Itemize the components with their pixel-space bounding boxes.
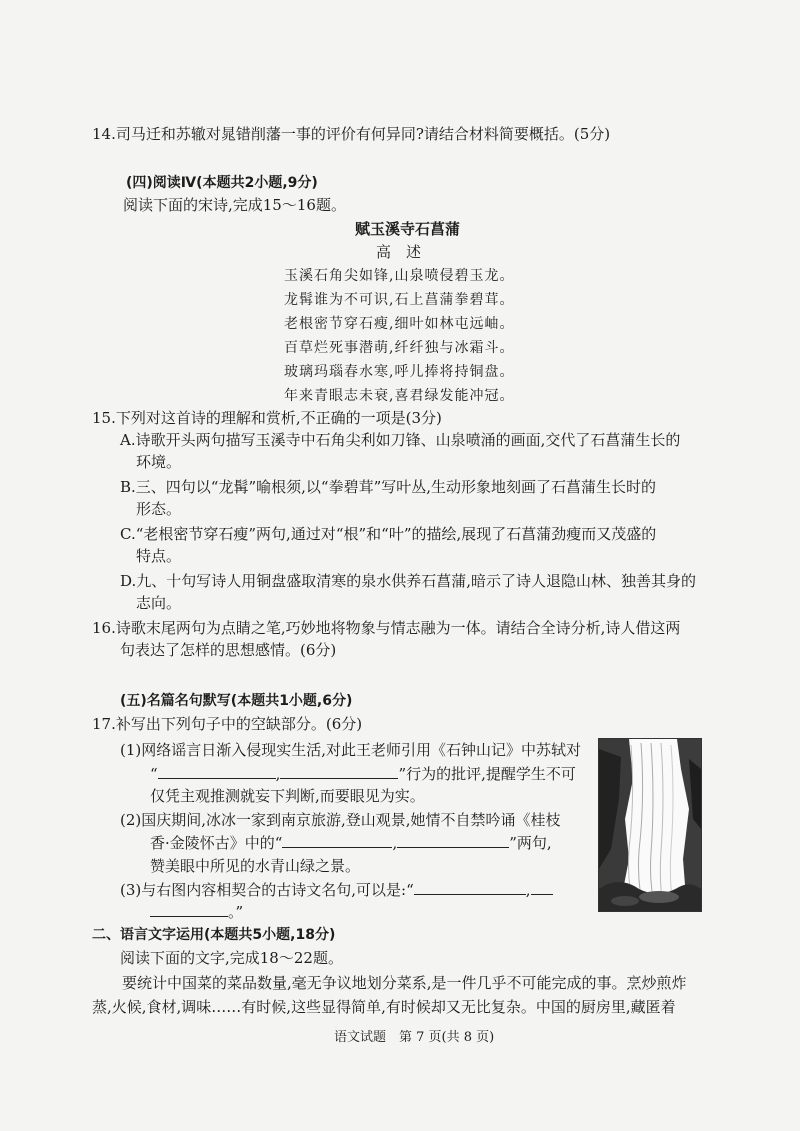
poem-line: 老根密节穿石瘦,细叶如林屯远岫。: [284, 316, 515, 332]
poem-line: 玉溪石角尖如锋,山泉喷侵碧玉龙。: [284, 268, 515, 284]
answer-blank[interactable]: [531, 880, 553, 895]
poem-line: 龙髯谁为不可识,石上菖蒲拳碧茸。: [284, 292, 515, 308]
option-c-cont: 特点。: [136, 547, 182, 565]
page-footer: 语文试题 第 7 页(共 8 页): [334, 1030, 495, 1045]
poem-title: 赋玉溪寺石菖蒲: [355, 220, 461, 238]
q17-part1-after: ”行为的批评,提醒学生不可: [398, 765, 576, 783]
poem-line: 玻璃玛瑙春水寒,呼儿捧将持铜盘。: [284, 364, 515, 380]
waterfall-icon: [599, 739, 701, 911]
passage-line: 要统计中国菜的菜品数量,毫无争议地划分菜系,是一件几乎不可能完成的事。烹炒煎炸: [122, 974, 687, 992]
poem-author: 高 述: [376, 243, 422, 261]
answer-blank[interactable]: [414, 880, 526, 895]
q17-part3-end: 。”: [228, 903, 244, 921]
q17-part2-blanks: [150, 833, 552, 853]
question-16: 16.诗歌末尾两句为点睛之笔,巧妙地将物象与情志融为一体。请结合全诗分析,诗人借这两: [92, 619, 681, 637]
q17-part2-cont: 赞美眼中所见的水青山绿之景。: [150, 857, 361, 875]
passage-line: 蒸,火候,食材,调味……有时候,这些显得简单,有时候却又无比复杂。中国的厨房里,藏匿着: [92, 998, 676, 1016]
option-d: D.九、十句写诗人用铜盘盛取清寒的泉水供养石菖蒲,暗示了诗人退隐山林、独善其身的: [120, 572, 697, 590]
part-2-intro: 阅读下面的文字,完成18～22题。: [120, 949, 343, 967]
waterfall-illustration: [598, 738, 702, 912]
comma: ,: [275, 765, 281, 783]
answer-blank[interactable]: [280, 764, 398, 779]
q17-part3-cont: [150, 902, 243, 922]
section-4-header: (四)阅读Ⅳ(本题共2小题,9分): [126, 175, 318, 191]
comma: ,: [392, 834, 398, 852]
option-a-cont: 环境。: [136, 453, 182, 471]
option-b-cont: 形态。: [136, 500, 182, 518]
answer-blank[interactable]: [158, 764, 276, 779]
q17-part1-cont: 仅凭主观推测就妄下判断,而要眼见为实。: [150, 787, 425, 805]
question-14: 14.司马迁和苏辙对晁错削藩一事的评价有何异同?请结合材料简要概括。(5分): [92, 125, 611, 143]
answer-blank[interactable]: [282, 833, 392, 848]
poem-line: 百草烂死事潜萌,纤纤独与冰霜斗。: [284, 340, 515, 356]
question-17-stem: 17.补写出下列句子中的空缺部分。(6分): [92, 715, 363, 733]
comma: ,: [525, 881, 531, 899]
answer-blank[interactable]: [397, 833, 509, 848]
question-15-stem: 15.下列对这首诗的理解和赏析,不正确的一项是(3分): [92, 409, 442, 427]
q17-part2-pre: 香·金陵怀古》中的“: [150, 834, 283, 852]
option-d-cont: 志向。: [136, 594, 182, 612]
section-5-header: (五)名篇名句默写(本题共1小题,6分): [120, 693, 353, 709]
question-16-cont: 句表达了怎样的思想感情。(6分): [120, 641, 337, 659]
section-4-intro: 阅读下面的宋诗,完成15～16题。: [123, 196, 346, 214]
quote-open: “: [150, 765, 158, 783]
q17-part3: [120, 880, 553, 900]
part-2-header: 二、语言文字运用(本题共5小题,18分): [92, 927, 336, 943]
poem-line: 年来青眼志未衰,喜君绿发能冲冠。: [284, 388, 515, 404]
q17-part2-after: ”两句,: [509, 834, 552, 852]
answer-blank[interactable]: [150, 902, 228, 917]
option-b: B.三、四句以“龙髯”喻根须,以“拳碧茸”写叶丛,生动形象地刻画了石菖蒲生长时的: [120, 478, 657, 496]
q17-part1-blanks: [150, 764, 576, 784]
option-c: C.“老根密节穿石瘦”两句,通过对“根”和“叶”的描绘,展现了石菖蒲劲瘦而又茂盛的: [120, 525, 657, 543]
q17-part1: (1)网络谣言日渐入侵现实生活,对此王老师引用《石钟山记》中苏轼对: [120, 741, 582, 759]
q17-part3-pre: (3)与右图内容相契合的古诗文名句,可以是:“: [120, 881, 414, 899]
q17-part2: (2)国庆期间,冰冰一家到南京旅游,登山观景,她情不自禁吟诵《桂枝: [120, 811, 561, 829]
option-a: A.诗歌开头两句描写玉溪寺中石角尖利如刀锋、山泉喷涌的画面,交代了石菖蒲生长的: [120, 431, 681, 449]
